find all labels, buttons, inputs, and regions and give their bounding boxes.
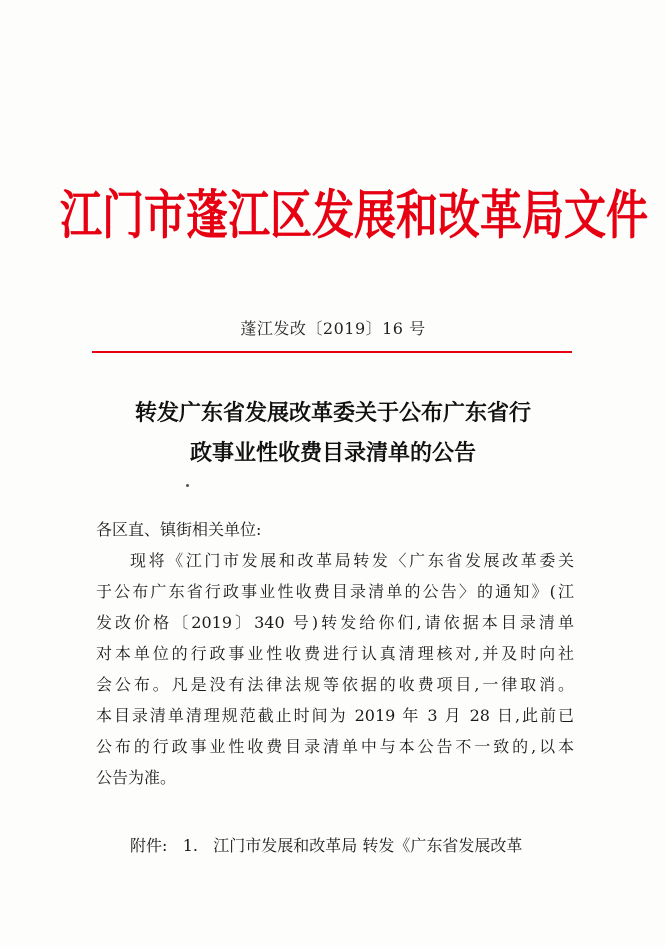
paragraph-line: 会公布。凡是没有法律法规等依据的收费项目,一律取消。 (96, 675, 574, 694)
title-line-2: 政事业性收费目录清单的公告 (189, 441, 476, 466)
addressee: 各区直、镇街相关单位: (96, 520, 262, 539)
paragraph-line: 于公布广东省行政事业性收费目录清单的公告〉的通知》(江 (96, 582, 574, 601)
paragraph-line: 现将《江门市发展和改革局转发〈广东省发展改革委关 (130, 551, 574, 570)
attachment-index: 1. (182, 836, 198, 855)
title-line-1: 转发广东省发展改革委关于公布广东省行 (134, 401, 531, 426)
attachment-label: 附件: (130, 836, 168, 855)
document-header: 江门市蓬江区发展和改革局文件 (60, 184, 649, 246)
attachment-line (130, 833, 574, 856)
document-body (96, 514, 574, 793)
paragraph-line: 公布的行政事业性收费目录清单中与本公告不一致的,以本 (96, 737, 574, 756)
body-paragraph (96, 545, 574, 793)
paragraph-line: 公告为准。 (96, 768, 177, 787)
red-divider-line (92, 351, 572, 353)
paragraph-line: 发改价格〔2019〕340 号)转发给你们,请依据本目录清单 (96, 613, 574, 632)
paragraph-line: 本目录清单清理规范截止时间为 2019 年 3 月 28 日,此前已 (96, 706, 574, 725)
paragraph-line: 对本单位的行政事业性收费进行认真清理核对,并及时向社 (96, 644, 574, 663)
attachment-text: 江门市发展和改革局 转发《广东省发展改革 (213, 836, 523, 855)
document-title (60, 394, 606, 474)
scan-speck (186, 484, 189, 487)
document-number: 蓬江发改〔2019〕16 号 (240, 319, 426, 338)
